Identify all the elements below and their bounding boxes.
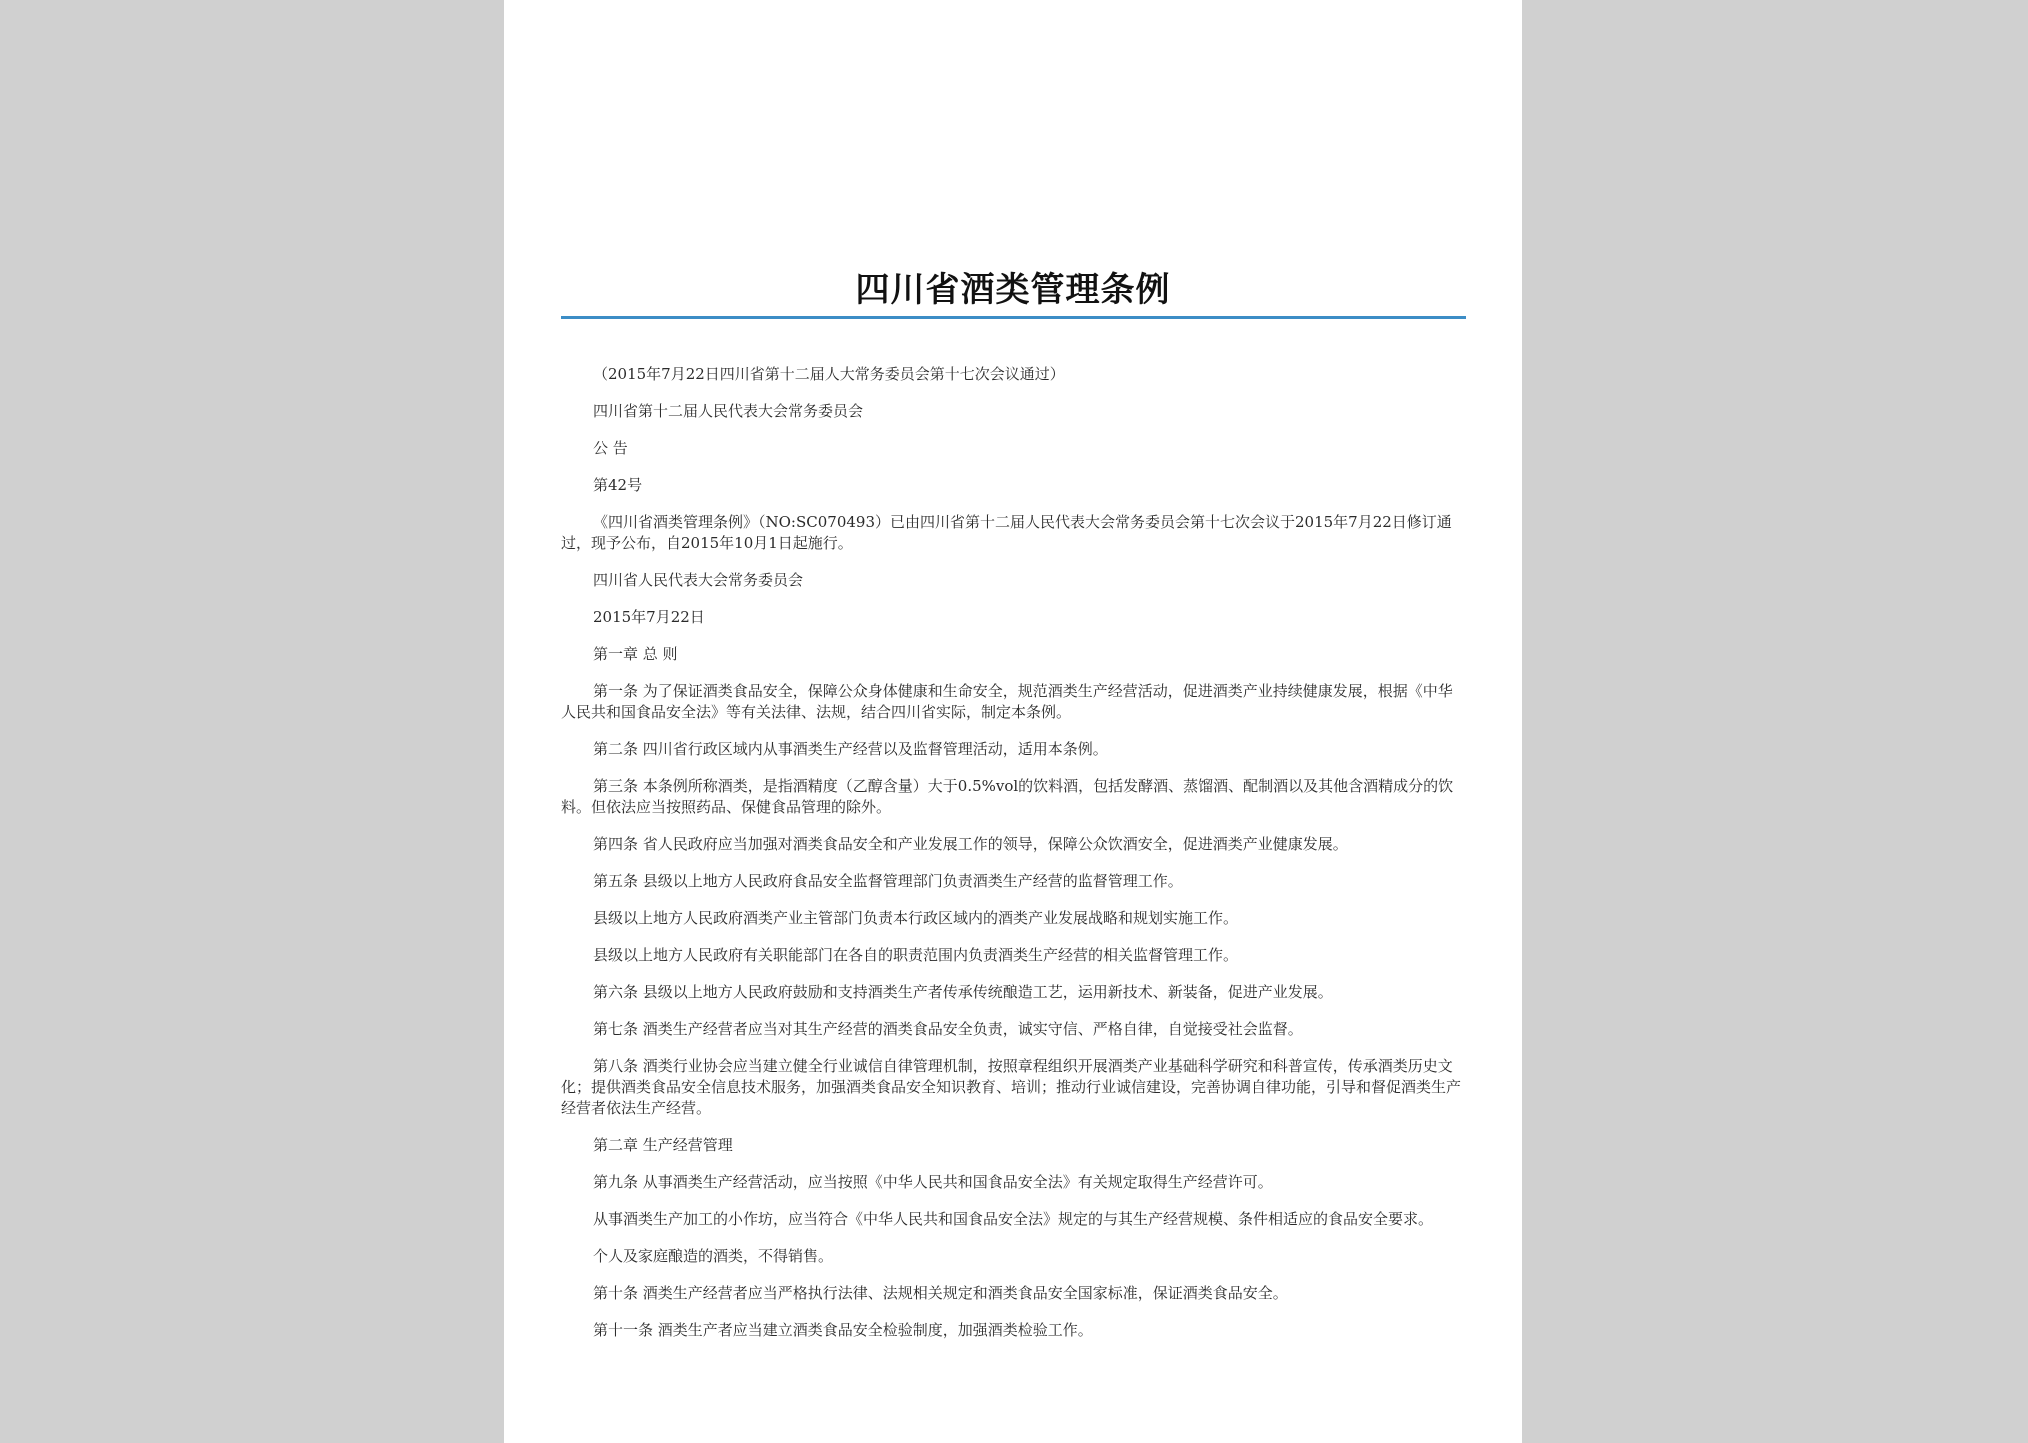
announcement-label: 公 告 bbox=[593, 439, 628, 457]
article-paragraph: 县级以上地方人民政府有关职能部门在各自的职责范围内负责酒类生产经营的相关监督管理工作。 bbox=[593, 946, 1239, 964]
article-paragraph: 第一条 为了保证酒类食品安全，保障公众身体健康和生命安全，规范酒类生产经营活动，促进酒类产业持续健康发展，根据《中华人民共和国食品安全法》等有关法律、法规，结合四川省实际，制定本条例。 bbox=[561, 682, 1453, 721]
article-paragraph: 县级以上地方人民政府酒类产业主管部门负责本行政区域内的酒类产业发展战略和规划实施工作。 bbox=[593, 909, 1239, 927]
signatory: 四川省人民代表大会常务委员会 bbox=[593, 571, 804, 589]
article-paragraph: 第十一条 酒类生产者应当建立酒类食品安全检验制度，加强酒类检验工作。 bbox=[593, 1321, 1093, 1339]
article-paragraph: 第八条 酒类行业协会应当建立健全行业诚信自律管理机制，按照章程组织开展酒类产业基础科学研究和科普宣传，传承酒类历史文化；提供酒类食品安全信息技术服务，加强酒类食品安全知识教育、培训；推动行业诚信建设，完善协调自律功能，引导和督促酒类生产经营者依法生产经营。 bbox=[561, 1057, 1462, 1117]
article-paragraph: 第五条 县级以上地方人民政府食品安全监督管理部门负责酒类生产经营的监督管理工作。 bbox=[593, 872, 1183, 890]
article-paragraph: 从事酒类生产加工的小作坊，应当符合《中华人民共和国食品安全法》规定的与其生产经营规模、条件相适应的食品安全要求。 bbox=[593, 1210, 1434, 1228]
article-paragraph: 个人及家庭酿造的酒类，不得销售。 bbox=[593, 1247, 834, 1265]
article-paragraph: 第二条 四川省行政区域内从事酒类生产经营以及监督管理活动，适用本条例。 bbox=[593, 740, 1108, 758]
adoption-note: （2015年7月22日四川省第十二届人大常务委员会第十七次会议通过） bbox=[593, 365, 1065, 383]
document-page bbox=[504, 0, 1522, 1443]
article-paragraph: 第四条 省人民政府应当加强对酒类食品安全和产业发展工作的领导，保障公众饮酒安全，促进酒类产业健康发展。 bbox=[593, 835, 1348, 853]
chapter-heading: 第一章 总 则 bbox=[593, 645, 678, 663]
issuer: 四川省第十二届人民代表大会常务委员会 bbox=[593, 402, 864, 420]
announcement-text: 《四川省酒类管理条例》（NO:SC070493）已由四川省第十二届人民代表大会常务委员会第十七次会议于2015年7月22日修订通过，现予公布，自2015年10月1日起施行。 bbox=[561, 513, 1452, 552]
article-paragraph: 第六条 县级以上地方人民政府鼓励和支持酒类生产者传承传统酿造工艺，运用新技术、新装备，促进产业发展。 bbox=[593, 983, 1333, 1001]
signing-date: 2015年7月22日 bbox=[593, 608, 705, 626]
article-paragraph: 第十条 酒类生产经营者应当严格执行法律、法规相关规定和酒类食品安全国家标准，保证酒类食品安全。 bbox=[593, 1284, 1288, 1302]
chapter-heading: 第二章 生产经营管理 bbox=[593, 1136, 733, 1154]
document-title: 四川省酒类管理条例 bbox=[855, 270, 1171, 310]
title-divider bbox=[561, 316, 1466, 319]
document-body bbox=[561, 364, 1466, 1357]
announcement-number: 第42号 bbox=[593, 476, 643, 494]
article-paragraph: 第七条 酒类生产经营者应当对其生产经营的酒类食品安全负责，诚实守信、严格自律，自觉接受社会监督。 bbox=[593, 1020, 1303, 1038]
article-paragraph: 第九条 从事酒类生产经营活动，应当按照《中华人民共和国食品安全法》有关规定取得生产经营许可。 bbox=[593, 1173, 1273, 1191]
article-paragraph: 第三条 本条例所称酒类，是指酒精度（乙醇含量）大于0.5%vol的饮料酒，包括发酵酒、蒸馏酒、配制酒以及其他含酒精成分的饮料。但依法应当按照药品、保健食品管理的除外。 bbox=[561, 777, 1454, 816]
